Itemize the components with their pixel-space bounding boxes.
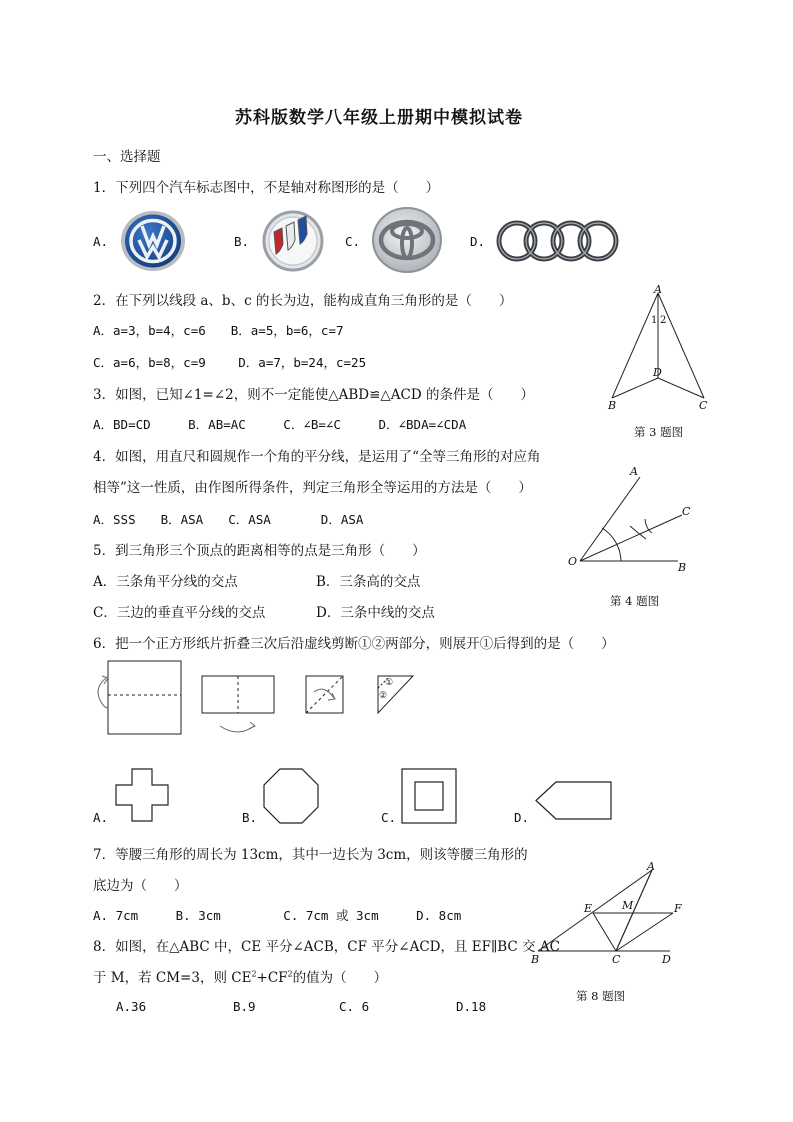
question-6-text: 6．把一个正方形纸片折叠三次后沿虚线剪断①②两部分，则展开①后得到的是（ ） [93,636,615,652]
q1-option-a-label: A. [93,234,109,249]
question-7-text-line2: 底边为（ ） [93,878,188,894]
q6-option-c-label: C. [381,810,397,825]
q4-caption: 第 4 题图 [610,594,660,608]
q8-text-part3: 的值为（ ） [292,970,388,986]
q8-option-b: B.9 [233,999,256,1014]
q2-options-row1: A．a=3，b=4，c=6 B．a=5，b=6，c=7 [93,323,344,338]
q4-options: A．SSS B．ASA C．ASA D．ASA [93,512,364,527]
q8-label-f: F [674,902,682,915]
q5-option-b: B．三条高的交点 [316,574,421,590]
question-4-text-line1: 4．如图，用直尺和圆规作一个角的平分线，是运用了“全等三角形的对应角 [93,449,541,465]
q4-label-a: A [630,465,638,478]
q3-options: A．BD=CD B．AB=AC C．∠B=∠C D．∠BDA=∠CDA [93,417,467,432]
q8-label-b: B [531,953,540,966]
q6-option-d-label: D. [514,810,530,825]
q1-option-b-label: B. [234,234,250,249]
q8-label-a: A [647,860,655,873]
q8-option-c: C. 6 [339,999,370,1014]
q8-caption: 第 8 题图 [576,989,626,1003]
q5-option-a: A．三条角平分线的交点 [93,574,238,590]
q6-mark-1: ① [385,678,394,688]
q3-label-a: A [654,283,662,296]
q6-option-b-octagon-shape [263,768,319,824]
q6-option-a-cross-shape [115,768,170,823]
q6-mark-2: ② [379,691,388,701]
q3-triangle-figure [600,285,720,420]
q8-label-m: M [622,899,634,912]
q4-label-c: C [682,505,691,518]
q8-option-a: A.36 [116,999,147,1014]
q4-angle-bisector-figure [560,455,700,580]
q7-options: A. 7cm B. 3cm C. 7cm 或 3cm D. 8cm [93,908,462,923]
q8-text-part1: 于 M，若 CM=3，则 CE [93,970,252,986]
volkswagen-logo [120,210,186,272]
q8-label-c: C [612,953,621,966]
q8-label-d: D [662,953,671,966]
question-8-text-line1: 8．如图，在△ABC 中，CE 平分∠ACB，CF 平分∠ACD，且 EF∥BC 交 AC [93,939,560,955]
question-2-text: 2．在下列以线段 a、b、c 的长为边，能构成直角三角形的是（ ） [93,293,513,309]
q5-option-d: D．三条中线的交点 [316,605,435,621]
q6-option-c-square-frame-shape [401,768,457,824]
question-7-text-line1: 7．等腰三角形的周长为 13cm，其中一边长为 3cm，则该等腰三角形的 [93,847,528,863]
toyota-logo [372,207,442,273]
q8-superscript-1: 2 [251,969,257,979]
q1-option-c-label: C. [345,234,361,249]
q2-options-row2: C．a=6，b=8，c=9 D．a=7，b=24，c=25 [93,355,367,370]
q6-option-a-label: A. [93,810,109,825]
q4-label-o: O [568,555,578,568]
buick-logo [262,210,324,272]
q6-folding-steps-figure [92,658,432,738]
q3-label-1: 1 [651,315,658,326]
page-title: 苏科版数学八年级上册期中模拟试卷 [235,108,523,128]
q8-superscript-2: 2 [287,969,293,979]
q6-option-d-pentagon-shape [535,781,615,821]
q3-label-b: B [608,399,617,412]
section-heading: 一、选择题 [93,149,161,165]
question-1-text: 1．下列四个汽车标志图中，不是轴对称图形的是（ ） [93,180,440,196]
q6-option-b-label: B. [242,810,258,825]
question-3-text: 3．如图，已知∠1=∠2，则不一定能使△ABD≌△ACD 的条件是（ ） [93,387,534,403]
q3-label-2: 2 [660,315,667,326]
q3-label-c: C [699,399,708,412]
q8-label-e: E [584,902,593,915]
question-5-text: 5．到三角形三个顶点的距离相等的点是三角形（ ） [93,543,426,559]
q8-triangle-figure [528,858,698,970]
q5-option-c: C．三边的垂直平分线的交点 [93,605,266,621]
q1-option-d-label: D. [470,234,486,249]
q8-option-d: D.18 [456,999,487,1014]
q4-label-b: B [678,561,687,574]
q3-caption: 第 3 题图 [634,425,684,439]
audi-logo [495,218,620,264]
q8-text-part2: +CF [256,970,288,986]
question-4-text-line2: 相等”这一性质，由作图所得条件，判定三角形全等运用的方法是（ ） [93,480,532,496]
q3-label-d: D [653,366,662,379]
question-8-text-line2 [93,966,387,986]
